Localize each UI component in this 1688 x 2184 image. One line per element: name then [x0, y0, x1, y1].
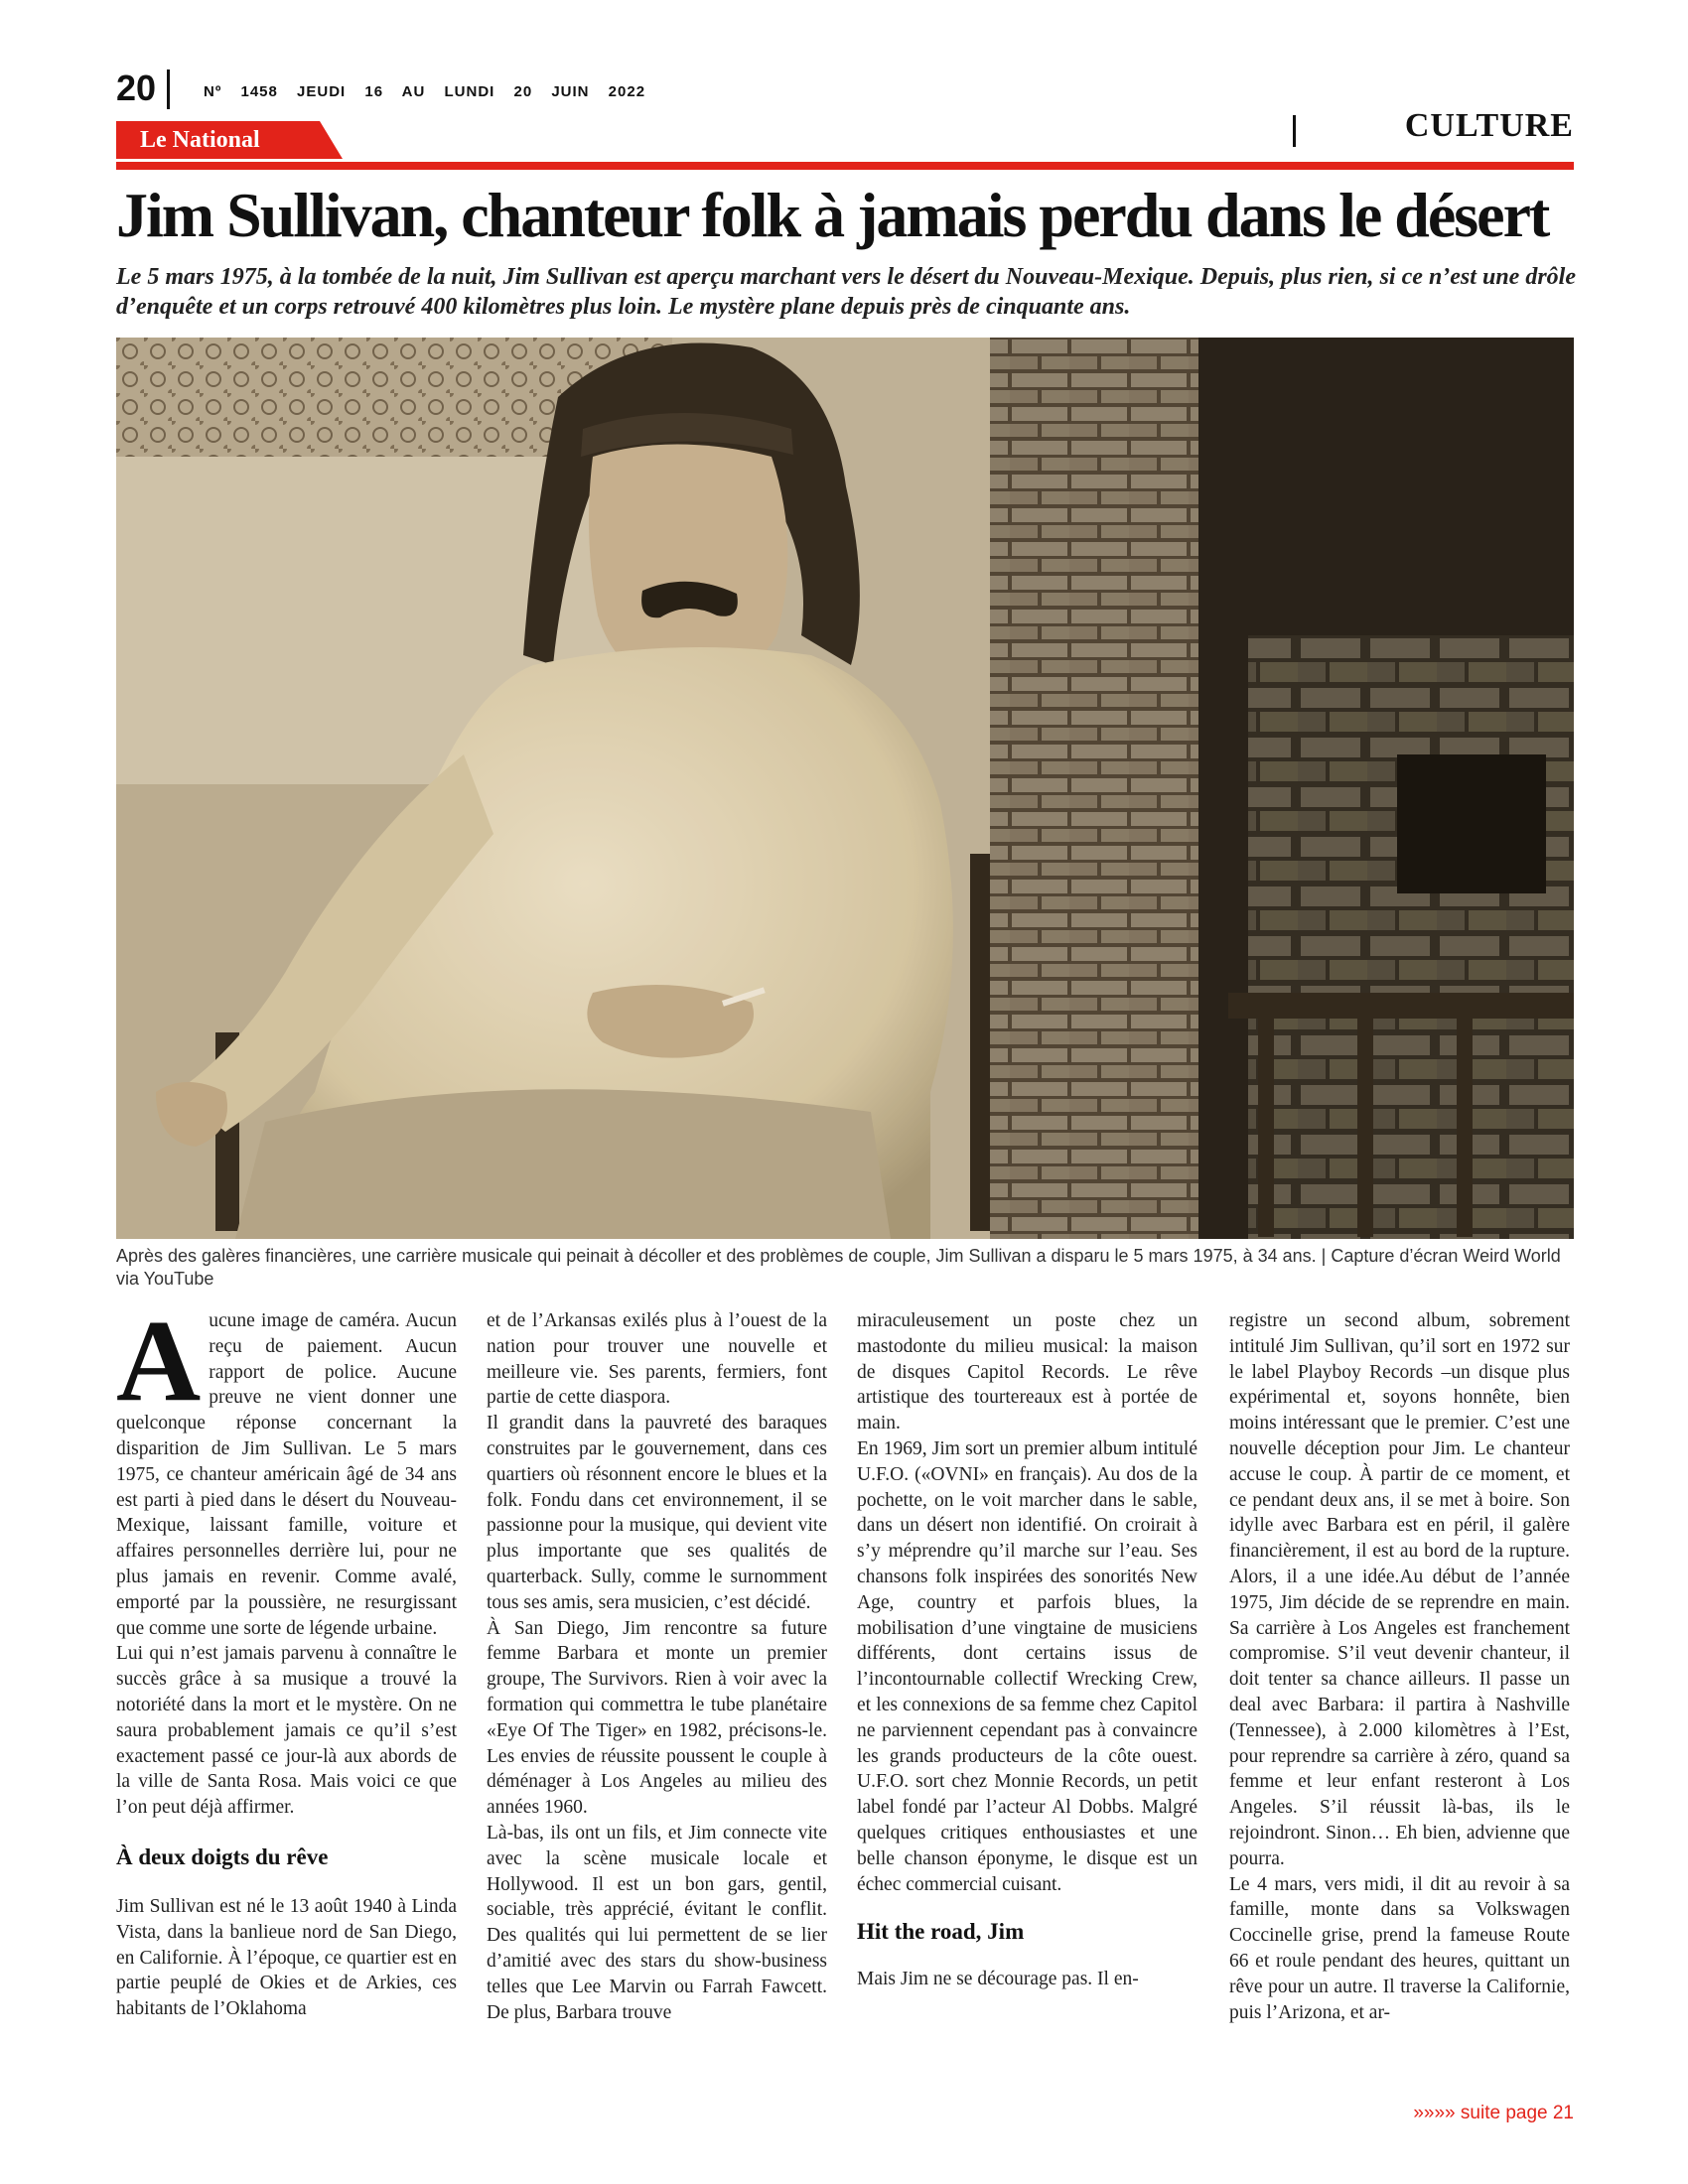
paragraph: Lui qui n’est jamais parvenu à connaître le succès grâce à sa musique a trouvé la notoriété dans la mort et le mystère. On ne saura probablement jamais ce qu’il s’est exactement passé ce jour-là aux abords de la ville de Santa Rosa. Mais voici ce que l’on peut déjà affirmer.	[116, 1643, 457, 1819]
photo-caption: Après des galères financières, une carrière musicale qui peinait à décoller et des problèmes de couple, Jim Sullivan a disparu le 5 mars 1975, à 34 ans. | Capture d’écran Weird World via YouTube	[116, 1246, 1561, 1289]
article-photo	[116, 338, 1574, 1239]
section-name: CULTURE	[1404, 107, 1574, 144]
paragraph: Jim Sullivan est né le 13 août 1940 à Linda Vista, dans la banlieue nord de San Diego, en Californie. À l’époque, ce quartier est en partie peuplé de Okies et de Arkies, ces habitants de l’Oklahoma	[116, 1895, 457, 2020]
header-rule	[116, 162, 1574, 170]
article-column-4	[1229, 1308, 1570, 2025]
paragraph: miraculeusement un poste chez un mastodonte du milieu musical: la maison de disques Capitol Records. Le rêve artistique des tourtereaux est à portée de main.	[857, 1310, 1197, 1434]
paragraph: registre un second album, sobrement intitulé Jim Sullivan, qu’il sort en 1972 sur le label Playboy Records –un disque plus expérimental et, soyons honnête, bien moins intéressant que le premier. C’est une nouvelle déception pour Jim. Le chanteur accuse le coup. À partir de ce moment, et ce pendant deux ans, il se met à boire. Son idylle avec Barbara est en péril, il galère financièrement, il est au bord de la rupture. Alors, il a une idée.Au début de l’année 1975, Jim décide de se reprendre en main. Sa carrière à Los Angeles est franchement compromise. S’il veut devenir chanteur, il doit tenter sa chance ailleurs. Il passe un deal avec Barbara: il partira à Nashville (Tennessee), à 2.000 kilomètres à l’Est, pour reprendre sa carrière à zéro, quand sa femme et leur enfant resteront à Los Angeles. S’il réussit là-bas, ils le rejoindront. Sinon… Eh bien, advienne que pourra.	[1229, 1310, 1570, 1869]
article-column-2	[487, 1308, 827, 2025]
brand-tab	[116, 121, 343, 159]
subheading: Hit the road, Jim	[857, 1919, 1025, 1945]
issue-date-line: Nº 1458 JEUDI 16 AU LUNDI 20 JUIN 2022	[204, 83, 646, 100]
article-standfirst: Le 5 mars 1975, à la tombée de la nuit, Jim Sullivan est aperçu marchant vers le désert du Nouveau-Mexique. Depuis, plus rien, si ce n’est une drôle d’enquête et un corps retrouvé 400 kilomètres plus loin. Le mystère plane depuis près de cinquante ans.	[116, 264, 1576, 320]
paragraph: À San Diego, Jim rencontre sa future femme Barbara et monte un premier groupe, The Survivors. Rien à voir avec la formation qui commettra le tube planétaire «Eye Of The Tiger» en 1982, précisons-le. Les envies de réussite poussent le couple à déménager à Los Angeles au milieu des années 1960.	[487, 1617, 827, 1819]
paragraph: Il grandit dans la pauvreté des baraques construites par le gouvernement, dans ces quartiers où résonnent encore le blues et la folk. Fondu dans cet environnement, il se passionne pour la musique, qui devient vite plus importante que ses qualités de quarterback. Sully, comme le surnomment tous ses amis, sera musicien, c’est décidé.	[487, 1413, 827, 1613]
article-headline: Jim Sullivan, chanteur folk à jamais perdu dans le désert	[116, 180, 1549, 250]
paragraph: et de l’Arkansas exilés plus à l’ouest de la nation pour trouver une nouvelle et meilleure vie. Ses parents, fermiers, font partie de cette diaspora.	[487, 1310, 827, 1409]
continuation-link[interactable]: »»»» suite page 21	[1413, 2103, 1574, 2123]
article-column-1	[116, 1296, 457, 2022]
paragraph: En 1969, Jim sort un premier album intitulé U.F.O. («OVNI» en français). Au dos de la pochette, on le voit marcher dans le sable, dans un désert non identifié. On croirait à s’y méprendre qu’il marche sur l’eau. Ses chansons folk inspirées des sonorités New Age, country et parfois blues, la mobilisation d’une vingtaine de musiciens différents, dont certains issus de l’incontournable collectif Wrecking Crew, et les connexions de sa femme chez Capitol ne parviennent cependant pas à convaincre les grands producteurs de la côte ouest. U.F.O. sort chez Monnie Records, un petit label fondé par l’acteur Al Dobbs. Malgré quelques critiques enthousiastes et une belle chanson éponyme, le disque est un échec commercial cuisant.	[857, 1437, 1197, 1895]
lead-paragraph-text: ucune image de caméra. Aucun reçu de paiement. Aucun rapport de police. Aucune preuve ne vient donner une quelconque réponse concernant la disparition de Jim Sullivan. Le 5 mars 1975, ce chanteur américain âgé de 34 ans est parti à pied dans le désert du Nouveau-Mexique, laissant famille, voiture et affaires personnelles derrière lui, pour ne plus jamais en revenir. Comme avalé, emporté par la poussière, ne resurgissant que comme une sorte de légende urbaine.	[116, 1310, 457, 1639]
article-column-3	[857, 1308, 1197, 1992]
paragraph: Le 4 mars, vers midi, il dit au revoir à sa famille, monte dans sa Volkswagen Coccinelle grise, prend la fameuse Route 66 et roule pendant des heures, quittant un rêve pour un autre. Il traverse la Californie, puis l’Arizona, et ar-	[1229, 1873, 1570, 2023]
paragraph: Mais Jim ne se décourage pas. Il en-	[857, 1969, 1139, 1990]
brand-name: Le National	[140, 127, 260, 153]
section-divider	[1293, 115, 1296, 147]
page-number-divider	[167, 69, 170, 109]
subheading: À deux doigts du rêve	[116, 1843, 329, 1869]
paragraph: Là-bas, ils ont un fils, et Jim connecte vite avec la scène musicale locale et Hollywood. Il est un bon gars, gentil, sociable, très apprécié, évitant le conflit. Des qualités qui lui permettent de se lier d’amitié avec des stars du show-business telles que Lee Marvin ou Farrah Fawcett. De plus, Barbara trouve	[487, 1822, 827, 2023]
lead-paragraph	[116, 1296, 457, 1641]
drop-cap: A	[116, 1296, 202, 1426]
page-number: 20	[116, 68, 157, 108]
photo-illustration	[116, 338, 1574, 1239]
